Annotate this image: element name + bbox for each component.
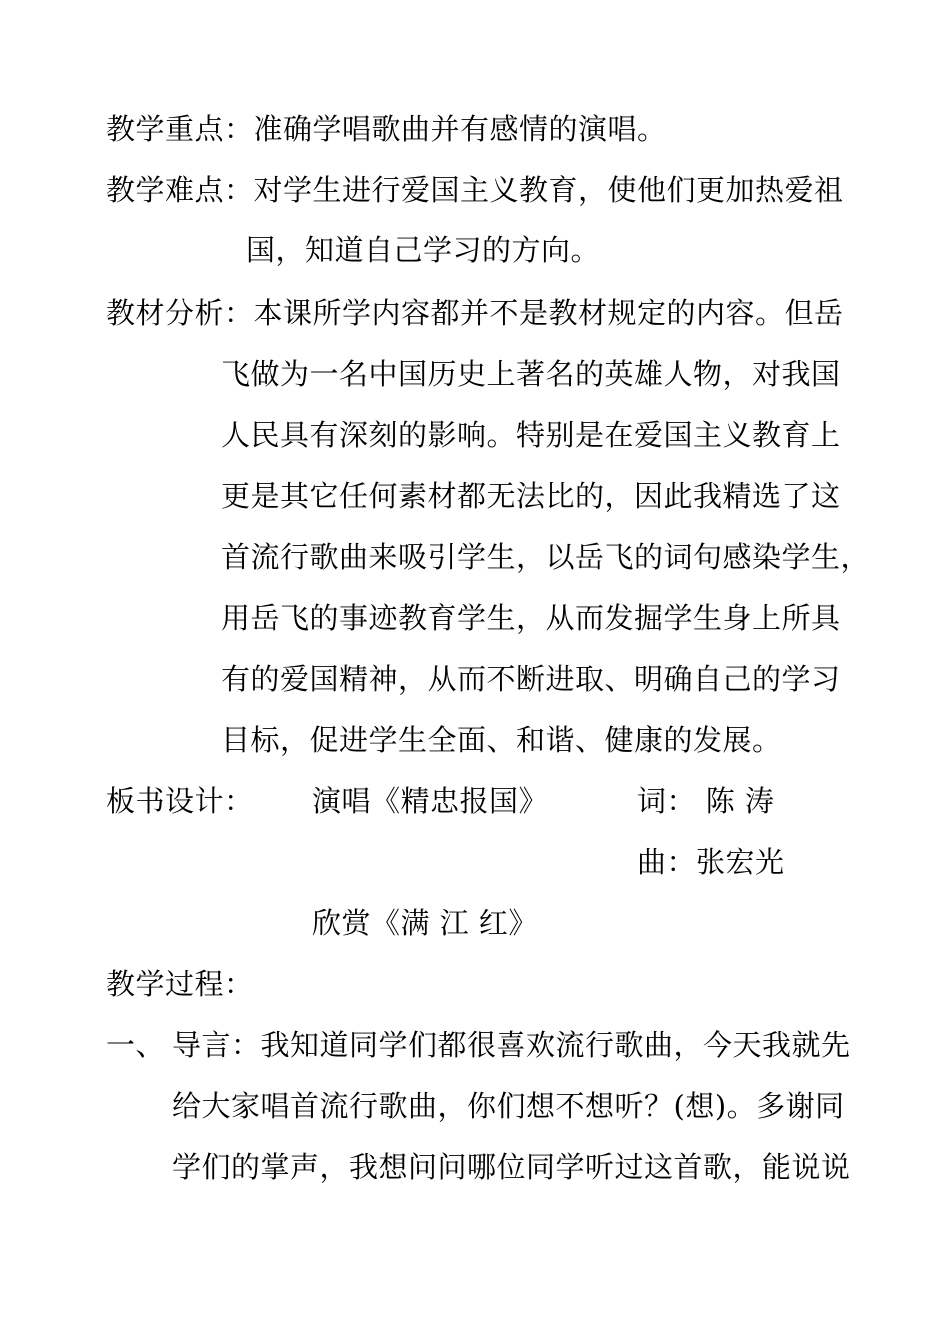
difficulty-line-2: 国，知道自己学习的方向。	[246, 233, 601, 267]
process-item-number: 一、	[106, 1028, 166, 1062]
analysis-line-7: 有的爱国精神，从而不断进取、明确自己的学习	[221, 662, 841, 696]
analysis-line-4: 更是其它任何素材都无法比的，因此我精选了这	[221, 479, 841, 513]
analysis-line-8: 目标，促进学生全面、和谐、健康的发展。	[221, 723, 782, 757]
process-line-1: 导言：我知道同学们都很喜欢流行歌曲，今天我就先	[172, 1028, 851, 1062]
board-composer: 曲：张宏光	[637, 845, 785, 879]
process-heading: 教学过程：	[106, 967, 254, 1001]
process-line-2: 给大家唱首流行歌曲，你们想不想听？(想)。多谢同	[172, 1089, 845, 1123]
analysis-line-2: 飞做为一名中国历史上著名的英雄人物，对我国	[221, 357, 841, 391]
board-lyricist: 词： 陈 涛	[637, 784, 775, 818]
analysis-line-1: 教材分析：本课所学内容都并不是教材规定的内容。但岳	[106, 296, 844, 330]
key-point-line: 教学重点：准确学唱歌曲并有感情的演唱。	[106, 112, 667, 146]
analysis-line-3: 人民具有深刻的影响。特别是在爱国主义教育上	[221, 418, 841, 452]
board-appreciate: 欣赏《满 江 红》	[312, 906, 538, 940]
difficulty-line-1: 教学难点：对学生进行爱国主义教育，使他们更加热爱祖	[106, 173, 844, 207]
analysis-line-6: 用岳飞的事迹教育学生，从而发掘学生身上所具	[221, 601, 841, 635]
analysis-line-5: 首流行歌曲来吸引学生，以岳飞的词句感染学生，	[221, 540, 871, 574]
process-line-3: 学们的掌声，我想问问哪位同学听过这首歌，能说说	[172, 1150, 851, 1184]
board-design-label: 板书设计：	[106, 784, 254, 818]
board-song-title: 演唱《精忠报国》	[312, 784, 549, 818]
